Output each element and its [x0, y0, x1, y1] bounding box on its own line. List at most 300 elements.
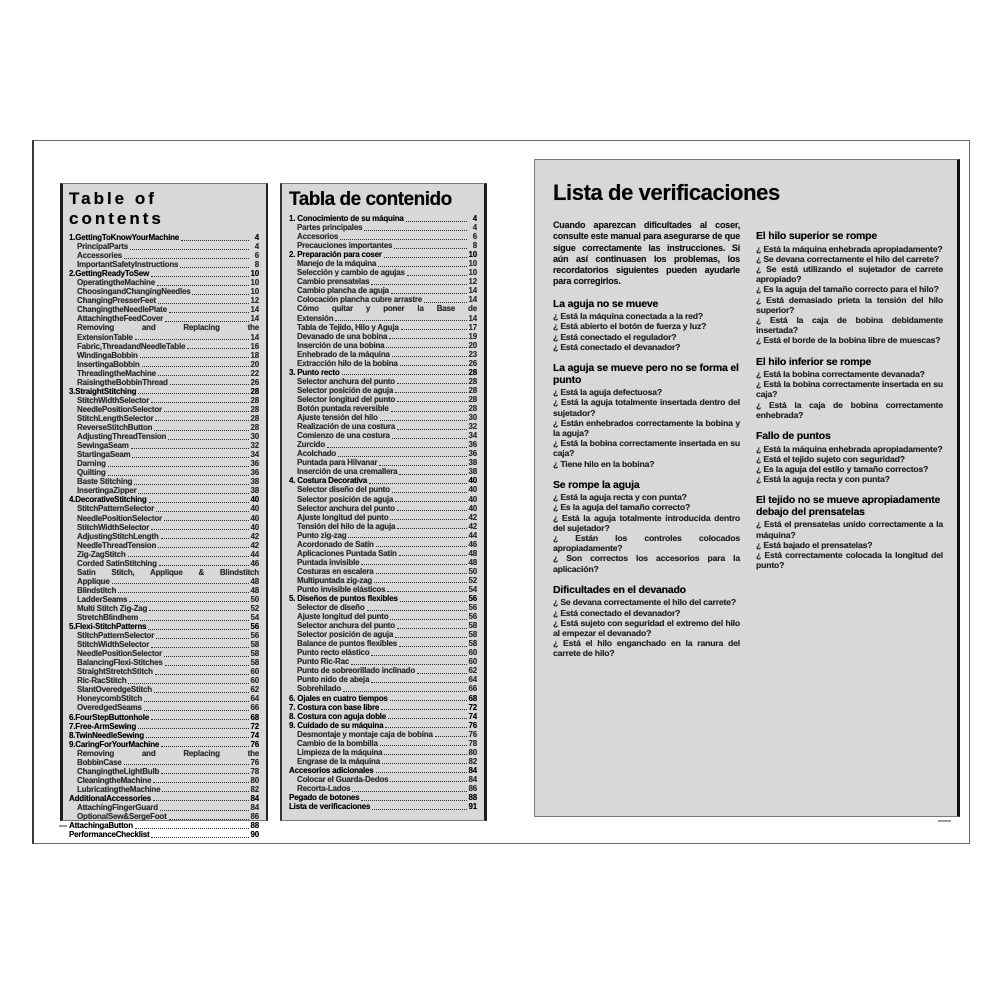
dotted-leader — [158, 547, 249, 548]
toc-sub-entry — [69, 776, 259, 785]
toc-entry-page-number: 14 — [250, 305, 259, 315]
toc-entry-label: 1. Conocimiento de su máquina — [289, 214, 404, 224]
toc-section-entry — [289, 793, 477, 802]
toc-entry-label: Accesorios adicionales — [289, 765, 374, 775]
toc-section-entry — [289, 721, 477, 730]
dotted-leader — [149, 610, 249, 611]
toc-entry-label: AdjustingThreadTension — [77, 432, 167, 442]
checklist-section-heading: Fallo de puntos — [756, 430, 831, 443]
dotted-leader — [168, 439, 249, 440]
toc-entry-page-number: 84 — [468, 765, 477, 775]
toc-entry-page-number: 28 — [250, 386, 259, 396]
toc-sub-entry — [289, 431, 477, 440]
toc-sub-entry — [289, 241, 477, 250]
toc-sub-entry — [69, 568, 259, 577]
toc-sub-entry — [69, 685, 259, 694]
checklist-intro: Cuando aparezcan dificultades al coser, consulte este manual para asegurarse de que sigue correctamente las instrucciones. Si aún así continuasen los problemas, los recordatorios siguientes pueden ayudarle para corregirlos. — [553, 220, 740, 287]
toc-section-entry — [69, 740, 259, 749]
dotted-leader — [327, 447, 467, 448]
toc-entry-page-number: 6 — [472, 232, 477, 242]
toc-entry-label: Inserción de una cremallera — [297, 467, 398, 477]
toc-sub-entry — [69, 323, 259, 332]
toc-entry-page-number: 44 — [250, 549, 259, 559]
toc-sub-entry — [69, 296, 259, 305]
toc-entry-label: ExtensionTable — [77, 332, 133, 342]
toc-entry-page-number: 40 — [250, 522, 259, 532]
toc-entry-label: 9. Cuidado de su máquina — [289, 720, 384, 730]
dotted-leader — [401, 329, 467, 330]
checklist-question: ¿ Está la caja de bobina correctamente enhebrada? — [756, 399, 943, 420]
toc-entry-page-number: 30 — [468, 413, 477, 423]
dotted-leader — [144, 701, 249, 702]
toc-sub-entry — [69, 649, 259, 658]
toc-entry-page-number: 54 — [250, 613, 259, 623]
toc-sub-entry — [69, 342, 259, 351]
toc-entry-label: Satin Stitch, Applique & Blindstitch — [77, 567, 259, 577]
toc-sub-entry — [69, 369, 259, 378]
checklist-section-heading: La aguja no se mueve — [553, 297, 659, 310]
toc-sub-entry — [69, 305, 259, 314]
dotted-leader — [371, 682, 467, 683]
scan-artifact — [59, 825, 67, 827]
toc-entry-label: 8. Costura con aguja doble — [289, 711, 387, 721]
toc-entry-page-number: 6 — [254, 251, 259, 261]
dotted-leader — [118, 592, 249, 593]
toc-sub-entry — [289, 675, 477, 684]
dotted-leader — [149, 502, 249, 503]
dotted-leader — [160, 810, 249, 811]
toc-entry-label: Selector posición de aguja — [297, 494, 394, 504]
dotted-leader — [180, 267, 249, 268]
toc-entry-page-number: 19 — [468, 331, 477, 341]
toc-entry-label: Extensión — [297, 313, 334, 323]
toc-entry-page-number: 46 — [468, 539, 477, 549]
toc-entry-page-number: 56 — [468, 594, 477, 604]
toc-sub-entry — [69, 758, 259, 767]
toc-entry-page-number: 82 — [468, 756, 477, 766]
checklist-question: ¿ Está conectado el devanador? — [553, 341, 681, 352]
toc-entry-page-number: 74 — [468, 711, 477, 721]
toc-entry-page-number: 58 — [468, 639, 477, 649]
dotted-leader — [161, 538, 249, 539]
toc-entry-label: 6.FourStepButtonhole — [69, 712, 149, 722]
checklist-question: ¿ Son correctos los accesorios para la aplicación? — [553, 553, 740, 574]
toc-entry-label: Selector anchura del punto — [297, 376, 395, 386]
toc-entry-page-number: 26 — [468, 358, 477, 368]
toc-entry-label: 7. Costura con base libre — [289, 702, 380, 712]
toc-entry-label: ThreadingtheMachine — [77, 368, 156, 378]
checklist-question: ¿ Está la aguja totalmente insertada dentro del sujetador? — [553, 397, 740, 418]
toc-entry-page-number: 28 — [468, 394, 477, 404]
toc-sub-entry — [289, 549, 477, 558]
dotted-leader — [192, 294, 249, 295]
toc-entry-label: Costuras en escalera — [297, 566, 374, 576]
checklist-question: ¿ Está el tejido sujeto con seguridad? — [756, 453, 905, 464]
toc-entry-page-number: 23 — [468, 349, 477, 359]
toc-entry-page-number: 40 — [250, 495, 259, 505]
toc-entry-page-number: 66 — [250, 703, 259, 713]
toc-entry-page-number: 42 — [468, 512, 477, 522]
checklist-question: ¿ Está abierto el botón de fuerza y luz? — [553, 321, 707, 332]
toc-entry-label: Selector posición de aguja — [297, 630, 394, 640]
toc-entry-page-number: 28 — [468, 404, 477, 414]
dotted-leader — [390, 519, 467, 520]
checklist-question: ¿ Es la aguja del tamaño correcto? — [553, 502, 691, 513]
toc-section-entry — [69, 794, 259, 803]
checklist-columns — [553, 220, 943, 659]
dotted-leader — [169, 312, 249, 313]
toc-sub-entry — [289, 748, 477, 757]
dotted-leader — [140, 620, 249, 621]
toc-sub-entry — [289, 639, 477, 648]
dotted-leader — [130, 249, 249, 250]
checklist-question: ¿ Está la aguja recta y con punta? — [756, 474, 890, 485]
dotted-leader — [129, 601, 249, 602]
toc-entry-label: Cambio prensatelas — [297, 277, 370, 287]
toc-entry-label: Multi Stitch Zig-Zag — [77, 603, 148, 613]
toc-sub-entry — [289, 585, 477, 594]
toc-sub-entry — [69, 278, 259, 287]
checklist-question: ¿ Está sujeto con seguridad el extremo del hilo al empezar el devanado? — [553, 617, 740, 638]
toc-entry-page-number: 44 — [468, 530, 477, 540]
toc-entry-label: Zurcido — [297, 440, 325, 450]
toc-sub-entry — [289, 757, 477, 766]
toc-sub-entry — [289, 603, 477, 612]
toc-sub-entry — [69, 486, 259, 495]
toc-entry-label: Selector anchura del punto — [297, 503, 395, 513]
toc-sub-entry — [69, 694, 259, 703]
toc-entry-label: Botón puntada reversible — [297, 404, 389, 414]
toc-sub-entry — [289, 630, 477, 639]
toc-entry-label: 3.StraightStitching — [69, 386, 137, 396]
toc-entry-page-number: 36 — [250, 459, 259, 469]
toc-entry-label: Colocación plancha cubre arrastre — [297, 295, 423, 305]
toc-entry-page-number: 56 — [250, 631, 259, 641]
toc-entry-page-number: 42 — [250, 531, 259, 541]
checklist-question: ¿ Está la máquina enhebrada apropiadamente? — [756, 443, 943, 454]
toc-entry-label: 7.Free-ArmSewing — [69, 721, 137, 731]
toc-entry-label: Applique — [77, 576, 110, 586]
toc-spanish-title: Tabla de contenido — [289, 189, 452, 210]
dotted-leader — [108, 475, 249, 476]
toc-entry-label: PrincipalParts — [77, 242, 129, 252]
dotted-leader — [155, 420, 249, 421]
toc-section-entry — [69, 233, 259, 242]
toc-sub-entry — [289, 449, 477, 458]
checklist-section-heading: Dificultades en el devanado — [553, 583, 686, 596]
toc-entry-label: Cómo quitar y poner la Base de — [297, 304, 477, 314]
toc-entry-label: Removing and Replacing the — [77, 748, 259, 758]
toc-sub-entry — [69, 396, 259, 405]
toc-sub-entry — [289, 341, 477, 350]
toc-section-entry — [289, 766, 477, 775]
toc-sub-entry — [69, 405, 259, 414]
toc-entry-label: StitchPatternSelector — [77, 631, 155, 641]
toc-entry-page-number: 58 — [468, 630, 477, 640]
dotted-leader — [151, 402, 249, 403]
toc-entry-label: Ric-RacStitch — [77, 676, 127, 686]
toc-entry-label: Corded SatinStitching — [77, 558, 157, 568]
toc-entry-label: Acolchado — [297, 449, 337, 459]
checklist-section-heading: El hilo superior se rompe — [756, 230, 878, 242]
checklist-section-heading: El hilo inferior se rompe — [756, 355, 872, 368]
toc-entry-page-number: 10 — [468, 250, 477, 260]
dotted-leader — [351, 664, 467, 665]
dotted-leader — [161, 773, 249, 774]
checklist-section-heading: El tejido no se mueve apropiadamente debajo del prensatelas — [756, 494, 941, 518]
toc-entry-label: ReverseStitchButton — [77, 423, 153, 433]
dotted-leader — [138, 728, 249, 729]
dotted-leader — [361, 800, 467, 801]
toc-entry-page-number: 60 — [468, 657, 477, 667]
toc-section-entry — [289, 214, 477, 223]
toc-entry-page-number: 50 — [468, 566, 477, 576]
toc-entry-label: 8.TwinNeedleSewing — [69, 730, 144, 740]
toc-entry-page-number: 4 — [254, 233, 259, 243]
dotted-leader — [435, 736, 467, 737]
dotted-leader — [338, 456, 467, 457]
dotted-leader — [407, 275, 467, 276]
dotted-leader — [379, 465, 467, 466]
checklist-question: ¿ Está la aguja defectuosa? — [553, 387, 663, 398]
toc-entry-page-number: 18 — [250, 350, 259, 360]
toc-sub-entry — [289, 684, 477, 693]
toc-entry-page-number: 40 — [250, 513, 259, 523]
checklist-question: ¿ Están los controles colocados apropiadamente? — [553, 533, 740, 554]
checklist-question: ¿ Está el prensatelas unido correctamente a la máquina? — [756, 519, 943, 540]
dotted-leader — [165, 321, 249, 322]
toc-sub-entry — [289, 259, 477, 268]
toc-sub-entry — [289, 531, 477, 540]
dotted-leader — [380, 745, 467, 746]
checklist-question: ¿ Está conectado el regulador? — [553, 331, 677, 342]
toc-entry-page-number: 40 — [468, 485, 477, 495]
dotted-leader — [151, 647, 249, 648]
dotted-leader — [391, 293, 467, 294]
toc-entry-page-number: 20 — [468, 340, 477, 350]
toc-entry-page-number: 10 — [250, 278, 259, 288]
toc-entry-label: Accesorios — [297, 232, 339, 242]
toc-entry-page-number: 4 — [472, 223, 477, 233]
toc-entry-page-number: 84 — [250, 793, 259, 803]
toc-entry-label: InsertingaBobbin — [77, 359, 140, 369]
toc-sub-entry — [69, 613, 259, 622]
checklist-section-heading: La aguja se mueve pero no se forma el punto — [553, 362, 739, 386]
dotted-leader — [151, 529, 249, 530]
toc-entry-page-number: 48 — [468, 548, 477, 558]
toc-entry-label: Baste Stitching — [77, 477, 133, 487]
toc-sub-entry — [289, 567, 477, 576]
toc-sub-entry — [289, 332, 477, 341]
toc-entry-page-number: 14 — [250, 314, 259, 324]
dotted-leader — [399, 474, 467, 475]
toc-entry-page-number: 10 — [250, 269, 259, 279]
dotted-leader — [128, 556, 249, 557]
toc-entry-page-number: 46 — [250, 558, 259, 568]
toc-entry-label: 6. Ojales en cuatro tiempos — [289, 693, 388, 703]
toc-entry-label: Recorta-Lados — [297, 784, 351, 793]
toc-sub-entry — [289, 404, 477, 413]
toc-entry-page-number: 48 — [468, 557, 477, 567]
toc-entry-label: SewingaSeam — [77, 441, 129, 451]
dotted-leader — [138, 493, 249, 494]
toc-entry-label: Pegado de botones — [289, 793, 360, 803]
toc-entry-label: Puntada invisible — [297, 557, 360, 567]
toc-entry-page-number: 10 — [250, 287, 259, 297]
toc-entry-page-number: 76 — [468, 720, 477, 730]
toc-sub-entry — [289, 648, 477, 657]
toc-english-panel — [60, 183, 268, 840]
toc-sub-entry — [69, 242, 259, 251]
toc-sub-entry — [69, 803, 259, 812]
toc-entry-label: 4.DecorativeStitching — [69, 495, 147, 505]
toc-sub-entry — [289, 522, 477, 531]
dotted-leader — [335, 320, 467, 321]
toc-entry-page-number: 80 — [468, 747, 477, 757]
toc-entry-page-number: 66 — [468, 684, 477, 694]
toc-entry-page-number: 36 — [468, 449, 477, 459]
toc-section-entry — [69, 269, 259, 278]
dotted-leader — [397, 401, 467, 402]
toc-entry-label: Ajuste tensión del hilo — [297, 413, 378, 423]
toc-entry-page-number: 60 — [250, 667, 259, 677]
toc-sub-entry — [289, 314, 477, 323]
dotted-leader — [380, 420, 467, 421]
toc-entry-label: Aplicaciones Puntada Satín — [297, 548, 397, 558]
checklist-question: ¿ Está bajado el prensatelas? — [756, 539, 873, 550]
dotted-leader — [382, 763, 467, 764]
dotted-leader — [348, 537, 467, 538]
toc-entry-label: HoneycombStitch — [77, 694, 143, 704]
toc-sub-entry — [289, 513, 477, 522]
dotted-leader — [164, 411, 249, 412]
checklist-section-heading: Se rompe la aguja — [553, 478, 640, 491]
toc-section-entry — [289, 594, 477, 603]
toc-entry-page-number: 56 — [250, 622, 259, 632]
dotted-leader — [395, 392, 467, 393]
toc-sub-entry — [289, 485, 477, 494]
toc-section-entry — [289, 476, 477, 485]
dotted-leader — [181, 240, 249, 241]
toc-entry-label: Punto de sobreorillado inclinado — [297, 666, 416, 676]
dotted-leader — [376, 546, 467, 547]
toc-sub-entry — [69, 703, 259, 712]
toc-section-entry — [289, 368, 477, 377]
toc-sub-entry — [289, 386, 477, 395]
dotted-leader — [169, 819, 249, 820]
toc-entry-label: AttachingaButton — [69, 821, 133, 831]
toc-entry-label: WindingaBobbin — [77, 350, 138, 360]
toc-entry-label: Cambio de la bombilla — [297, 738, 378, 748]
checklist-question: ¿ Es la aguja del estilo y tamaño correctos? — [756, 463, 929, 474]
toc-section-entry — [69, 622, 259, 631]
toc-entry-page-number: 40 — [468, 503, 477, 513]
dotted-leader — [187, 348, 249, 349]
toc-section-entry — [289, 250, 477, 259]
toc-entry-label: CleaningtheMachine — [77, 775, 152, 785]
toc-entry-page-number: 17 — [468, 322, 477, 332]
toc-entry-page-number: 60 — [250, 676, 259, 686]
toc-sub-entry — [289, 621, 477, 630]
toc-sub-entry — [69, 513, 259, 522]
toc-section-entry — [289, 703, 477, 712]
dotted-leader — [371, 284, 467, 285]
toc-section-entry — [69, 722, 259, 731]
dotted-leader — [151, 276, 249, 277]
dotted-leader — [392, 438, 467, 439]
dotted-leader — [406, 221, 467, 222]
toc-entry-label: Zig-ZagStitch — [77, 549, 126, 559]
dotted-leader — [397, 383, 467, 384]
dotted-leader — [384, 257, 467, 258]
toc-entry-label: OveredgedSeams — [77, 703, 142, 713]
dotted-leader — [390, 619, 467, 620]
toc-entry-label: SlantOveredgeStitch — [77, 685, 152, 695]
toc-sub-entry — [289, 295, 477, 304]
checklist-column-left — [553, 220, 740, 659]
toc-entry-page-number: 38 — [250, 477, 259, 487]
toc-entry-page-number: 32 — [468, 422, 477, 432]
dotted-leader — [340, 239, 467, 240]
dotted-leader — [153, 800, 249, 801]
toc-sub-entry — [289, 304, 477, 313]
checklist-panel — [534, 159, 960, 817]
toc-entry-page-number: 48 — [250, 585, 259, 595]
toc-sub-entry — [69, 767, 259, 776]
toc-entry-label: StitchPatternSelector — [77, 504, 155, 514]
toc-sub-entry — [69, 314, 259, 323]
toc-entry-label: Manejo de la máquina — [297, 259, 377, 269]
toc-sub-entry — [289, 350, 477, 359]
toc-sub-entry — [69, 785, 259, 794]
toc-entry-page-number: 68 — [250, 712, 259, 722]
toc-section-entry — [69, 731, 259, 740]
toc-entry-label: StartingaSeam — [77, 450, 131, 460]
dotted-leader — [391, 411, 467, 412]
toc-entry-label: Punto nido de abeja — [297, 675, 370, 685]
dotted-leader — [132, 457, 249, 458]
toc-entry-page-number: 14 — [468, 295, 477, 305]
checklist-question: ¿ Está la máquina enhebrada apropiadamente? — [756, 243, 943, 254]
toc-sub-entry — [69, 640, 259, 649]
toc-entry-label: ChoosingandChangingNeedles — [77, 287, 191, 297]
toc-entry-page-number: 56 — [468, 612, 477, 622]
dotted-leader — [390, 700, 467, 701]
checklist-question: ¿ Está la caja de bobina debidamente insertada? — [756, 314, 943, 336]
dotted-leader — [367, 610, 467, 611]
toc-section-entry — [69, 495, 259, 504]
toc-sub-entry — [69, 251, 259, 260]
toc-sub-entry — [69, 423, 259, 432]
dotted-leader — [390, 781, 467, 782]
toc-entry-label: 5. Diseños de puntos flexibles — [289, 594, 398, 604]
toc-entry-page-number: 90 — [250, 830, 259, 840]
toc-sub-entry — [289, 377, 477, 386]
dotted-leader — [164, 520, 249, 521]
dotted-leader — [400, 601, 467, 602]
page-frame — [32, 140, 970, 844]
toc-entry-label: Extracción hilo de la bobina — [297, 358, 398, 368]
toc-section-entry — [69, 821, 259, 830]
dotted-leader — [148, 629, 249, 630]
checklist-column-right — [756, 220, 943, 659]
checklist-question: ¿ Está la máquina conectada a la red? — [553, 311, 703, 322]
dotted-leader — [124, 258, 249, 259]
dotted-leader — [387, 591, 467, 592]
toc-entry-page-number: 64 — [250, 694, 259, 704]
dotted-leader — [159, 565, 249, 566]
toc-sub-entry — [69, 631, 259, 640]
